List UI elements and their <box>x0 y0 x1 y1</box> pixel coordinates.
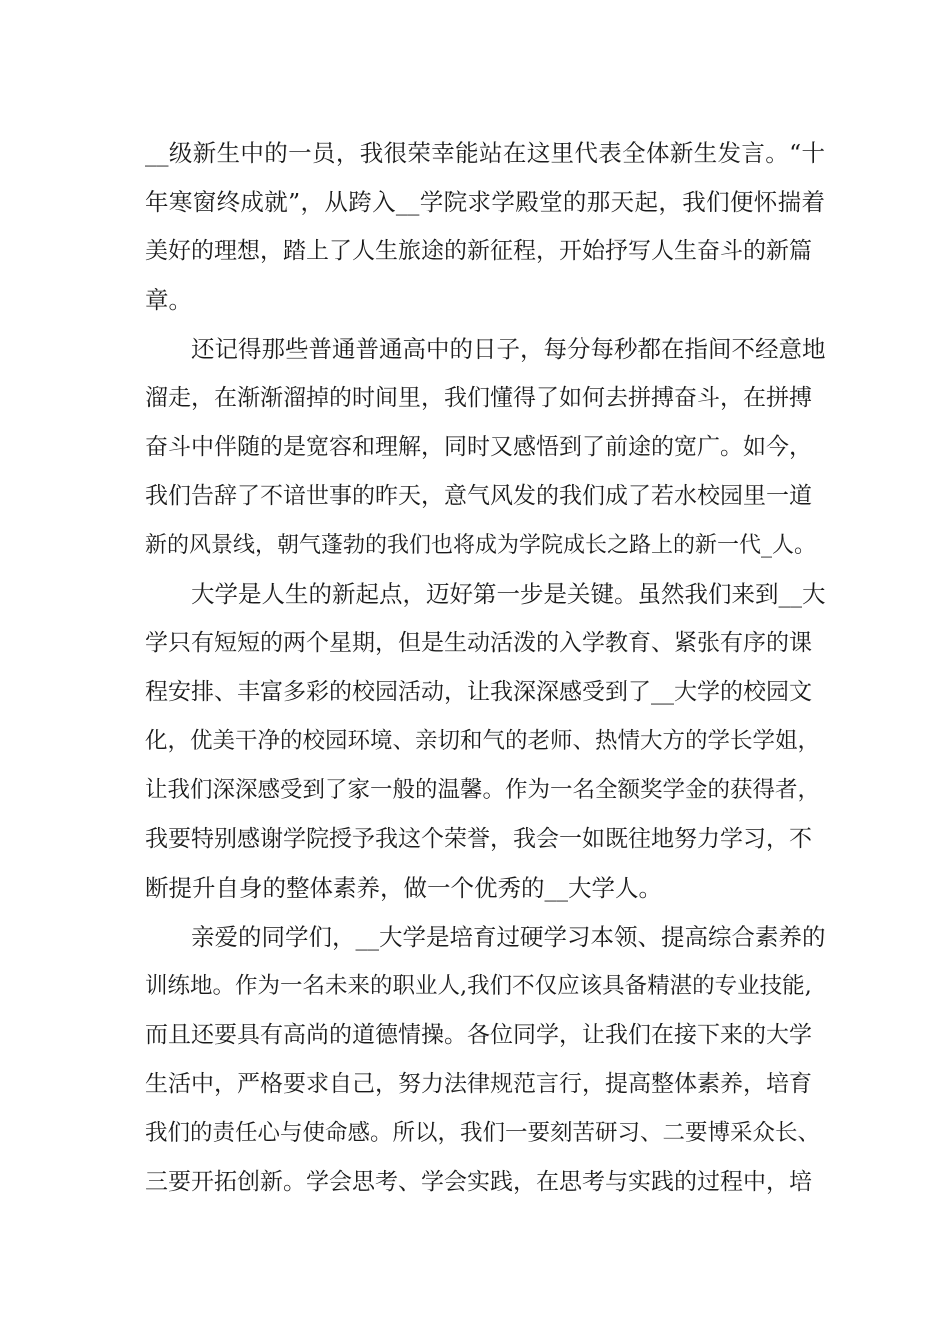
text-line: 断提升自身的整体素养，做一个优秀的__大学人。 <box>145 874 662 902</box>
text-line: 奋斗中伴随的是宽容和理解，同时又感悟到了前途的宽广。如今， <box>145 434 812 460</box>
document-body <box>145 129 825 1207</box>
text-line: 美好的理想，踏上了人生旅途的新征程，开始抒写人生奋斗的新篇 <box>145 238 812 264</box>
text-line: __级新生中的一员，我很荣幸能站在这里代表全体新生发言。“十 <box>145 139 825 167</box>
text-line: 年寒窗终成就”，从跨入__学院求学殿堂的那天起，我们便怀揣着 <box>145 188 825 216</box>
text-line: 化，优美干净的校园环境、亲切和气的老师、热情大方的学长学姐， <box>145 728 821 754</box>
text-line: 学只有短短的两个星期，但是生动活泼的入学教育、紧张有序的课 <box>145 630 812 656</box>
text-line: 让我们深深感受到了家一般的温馨。作为一名全额奖学金的获得者， <box>145 777 821 803</box>
text-line: 亲爱的同学们，__大学是培育过硬学习本领、提高综合素养的 <box>191 923 826 951</box>
text-line: 我要特别感谢学院授予我这个荣誉，我会一如既往地努力学习，不 <box>145 826 812 852</box>
text-line: 三要开拓创新。学会思考、学会实践，在思考与实践的过程中，培 <box>145 1169 812 1195</box>
text-line: 大学是人生的新起点，迈好第一步是关键。虽然我们来到__大 <box>191 580 826 608</box>
text-line: 生活中，严格要求自己，努力法律规范言行，提高整体素养，培育 <box>145 1071 812 1097</box>
text-line: 我们告辞了不谙世事的昨天，意气风发的我们成了若水校园里一道 <box>145 483 812 509</box>
text-line: 溜走，在渐渐溜掉的时间里，我们懂得了如何去拼搏奋斗，在拼搏 <box>145 385 812 411</box>
text-line: 程安排、丰富多彩的校园活动，让我深深感受到了__大学的校园文 <box>145 679 812 705</box>
text-line: 我们的责任心与使命感。所以，我们一要刻苦研习、二要博采众长、 <box>145 1120 821 1146</box>
text-line: 还记得那些普通普通高中的日子，每分每秒都在指间不经意地 <box>191 335 826 363</box>
text-line: 新的风景线，朝气蓬勃的我们也将成为学院成长之路上的新一代_人。 <box>145 533 817 558</box>
text-line: 章。 <box>145 286 192 314</box>
text-line: 训练地。作为一名未来的职业人,我们不仅应该具备精湛的专业技能, <box>145 973 812 999</box>
text-line: 而且还要具有高尚的道德情操。各位同学，让我们在接下来的大学 <box>145 1022 812 1048</box>
